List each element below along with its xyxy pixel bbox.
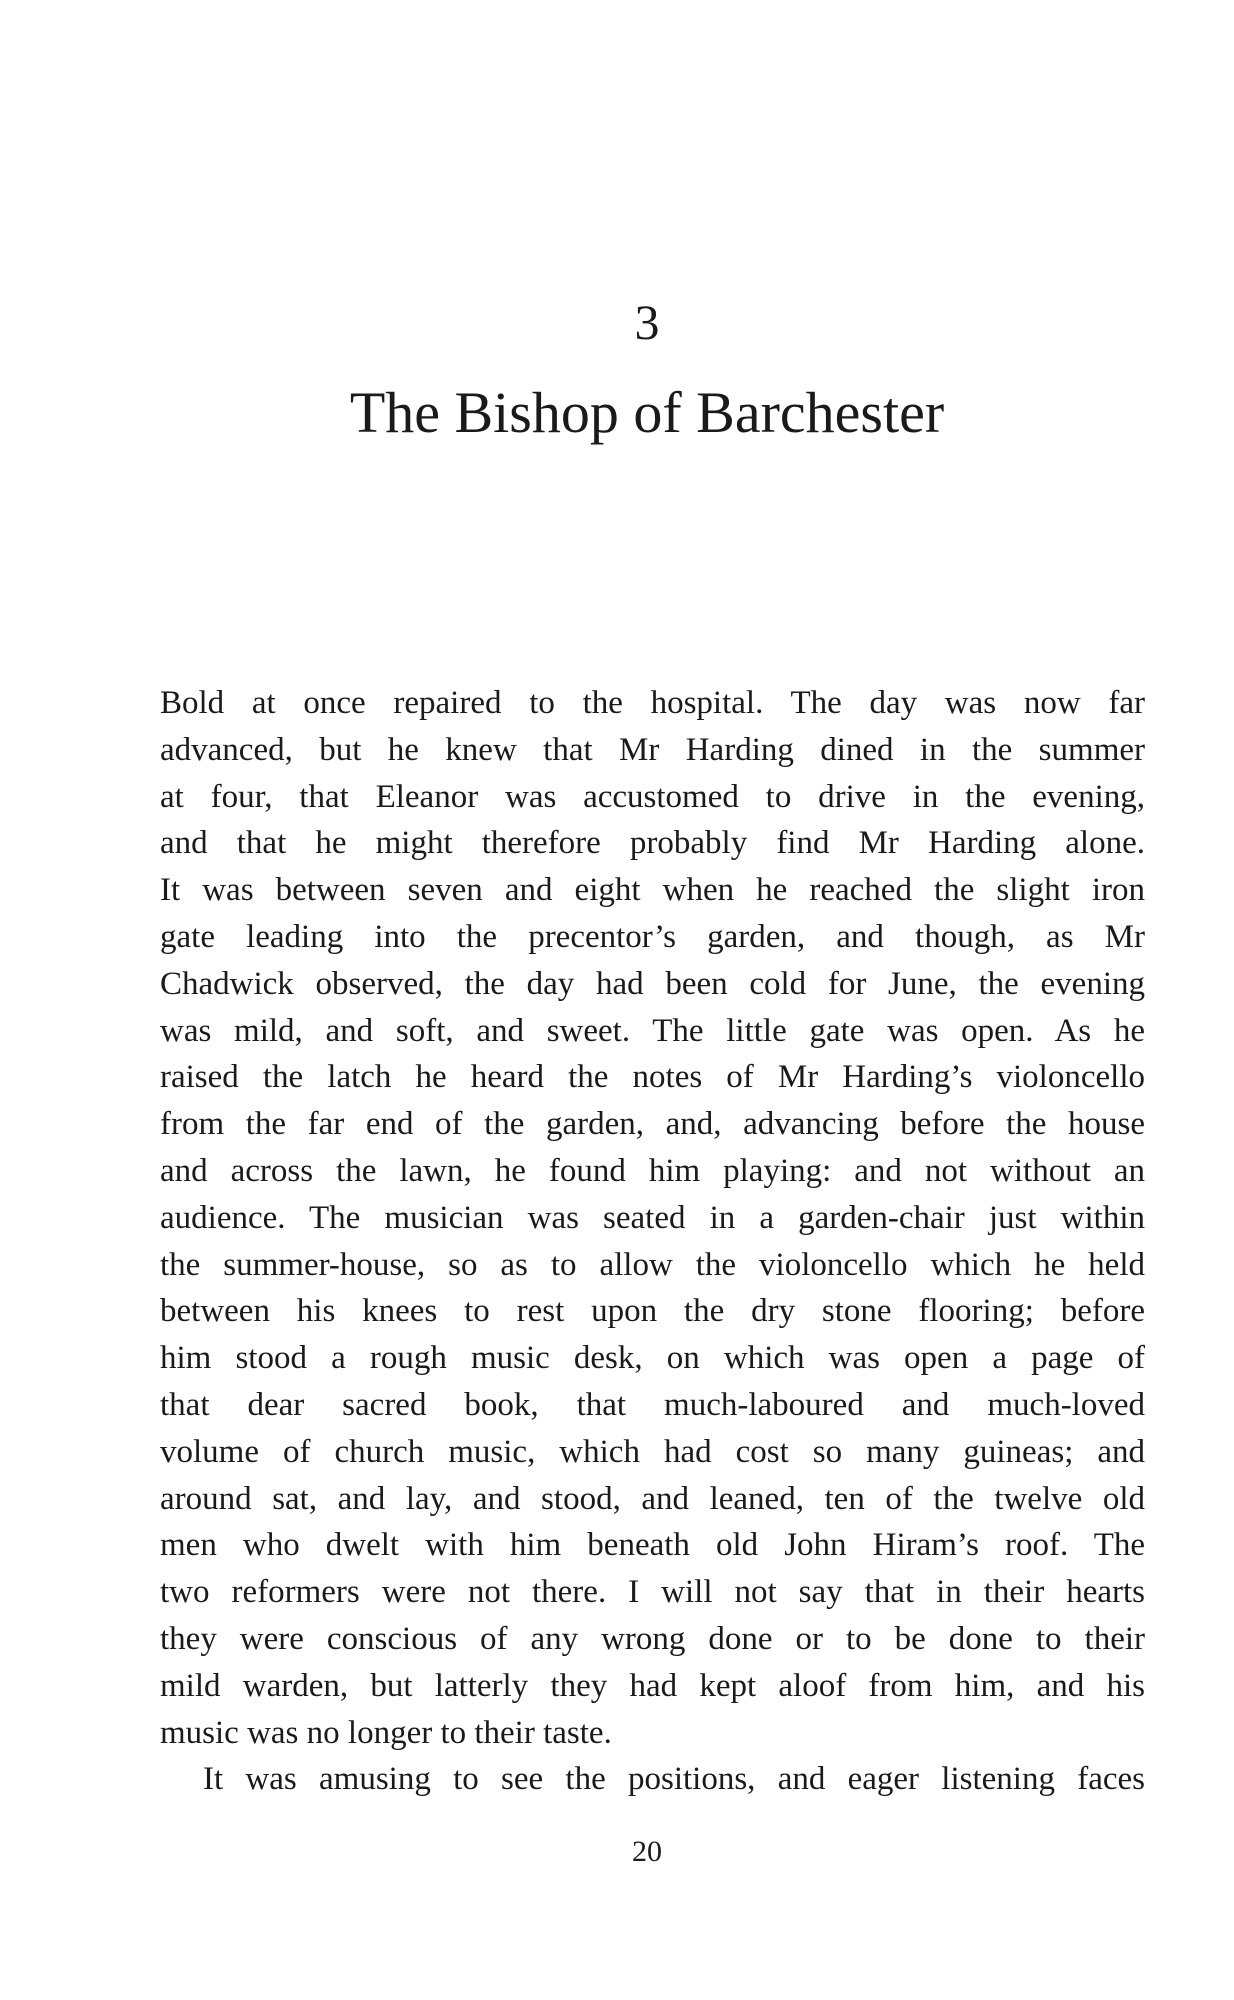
text-line: audience. The musician was seated in a garden-chair just within	[160, 1199, 1145, 1236]
text-line: and that he might therefore probably find Mr Harding alone.	[160, 825, 1145, 862]
text-line: Chadwick observed, the day had been cold for June, the evening	[160, 965, 1145, 1002]
text-line: between his knees to rest upon the dry stone flooring; before	[160, 1293, 1145, 1330]
text-line: advanced, but he knew that Mr Harding dined in the summer	[160, 731, 1145, 768]
text-line: they were conscious of any wrong done or to be done to their	[160, 1620, 1145, 1657]
text-line: and across the lawn, he found him playing: and not without an	[160, 1152, 1145, 1189]
text-line: men who dwelt with him beneath old John Hiram’s roof. The	[160, 1527, 1145, 1564]
page-number: 20	[632, 1835, 662, 1868]
text-line: at four, that Eleanor was accustomed to drive in the evening,	[160, 778, 1145, 815]
text-line: was mild, and soft, and sweet. The little gate was open. As he	[160, 1012, 1145, 1049]
text-line: around sat, and lay, and stood, and leaned, ten of the twelve old	[160, 1480, 1145, 1517]
text-line: volume of church music, which had cost so many guineas; and	[160, 1433, 1145, 1470]
chapter-number: 3	[634, 294, 660, 350]
text-line: music was no longer to their taste.	[160, 1714, 612, 1751]
text-line: Bold at once repaired to the hospital. The day was now far	[160, 685, 1145, 721]
text-line: him stood a rough music desk, on which was open a page of	[160, 1340, 1145, 1377]
text-line: It was between seven and eight when he reached the slight iron	[160, 872, 1145, 909]
body-text	[160, 680, 1145, 1803]
text-line: It was amusing to see the positions, and eager listening faces	[203, 1761, 1145, 1798]
paragraph-2	[160, 1756, 1145, 1803]
text-line: gate leading into the precentor’s garden, and though, as Mr	[160, 918, 1145, 955]
paragraph-1	[160, 680, 1145, 1756]
text-line: two reformers were not there. I will not say that in their hearts	[160, 1574, 1145, 1611]
text-line: raised the latch he heard the notes of Mr Harding’s violoncello	[160, 1059, 1145, 1096]
text-line: mild warden, but latterly they had kept aloof from him, and his	[160, 1667, 1145, 1704]
text-line: that dear sacred book, that much-laboured and much-loved	[160, 1386, 1145, 1423]
text-line: from the far end of the garden, and, advancing before the house	[160, 1106, 1145, 1143]
chapter-title: The Bishop of Barchester	[349, 380, 945, 445]
text-line: the summer-house, so as to allow the violoncello which he held	[160, 1246, 1145, 1283]
